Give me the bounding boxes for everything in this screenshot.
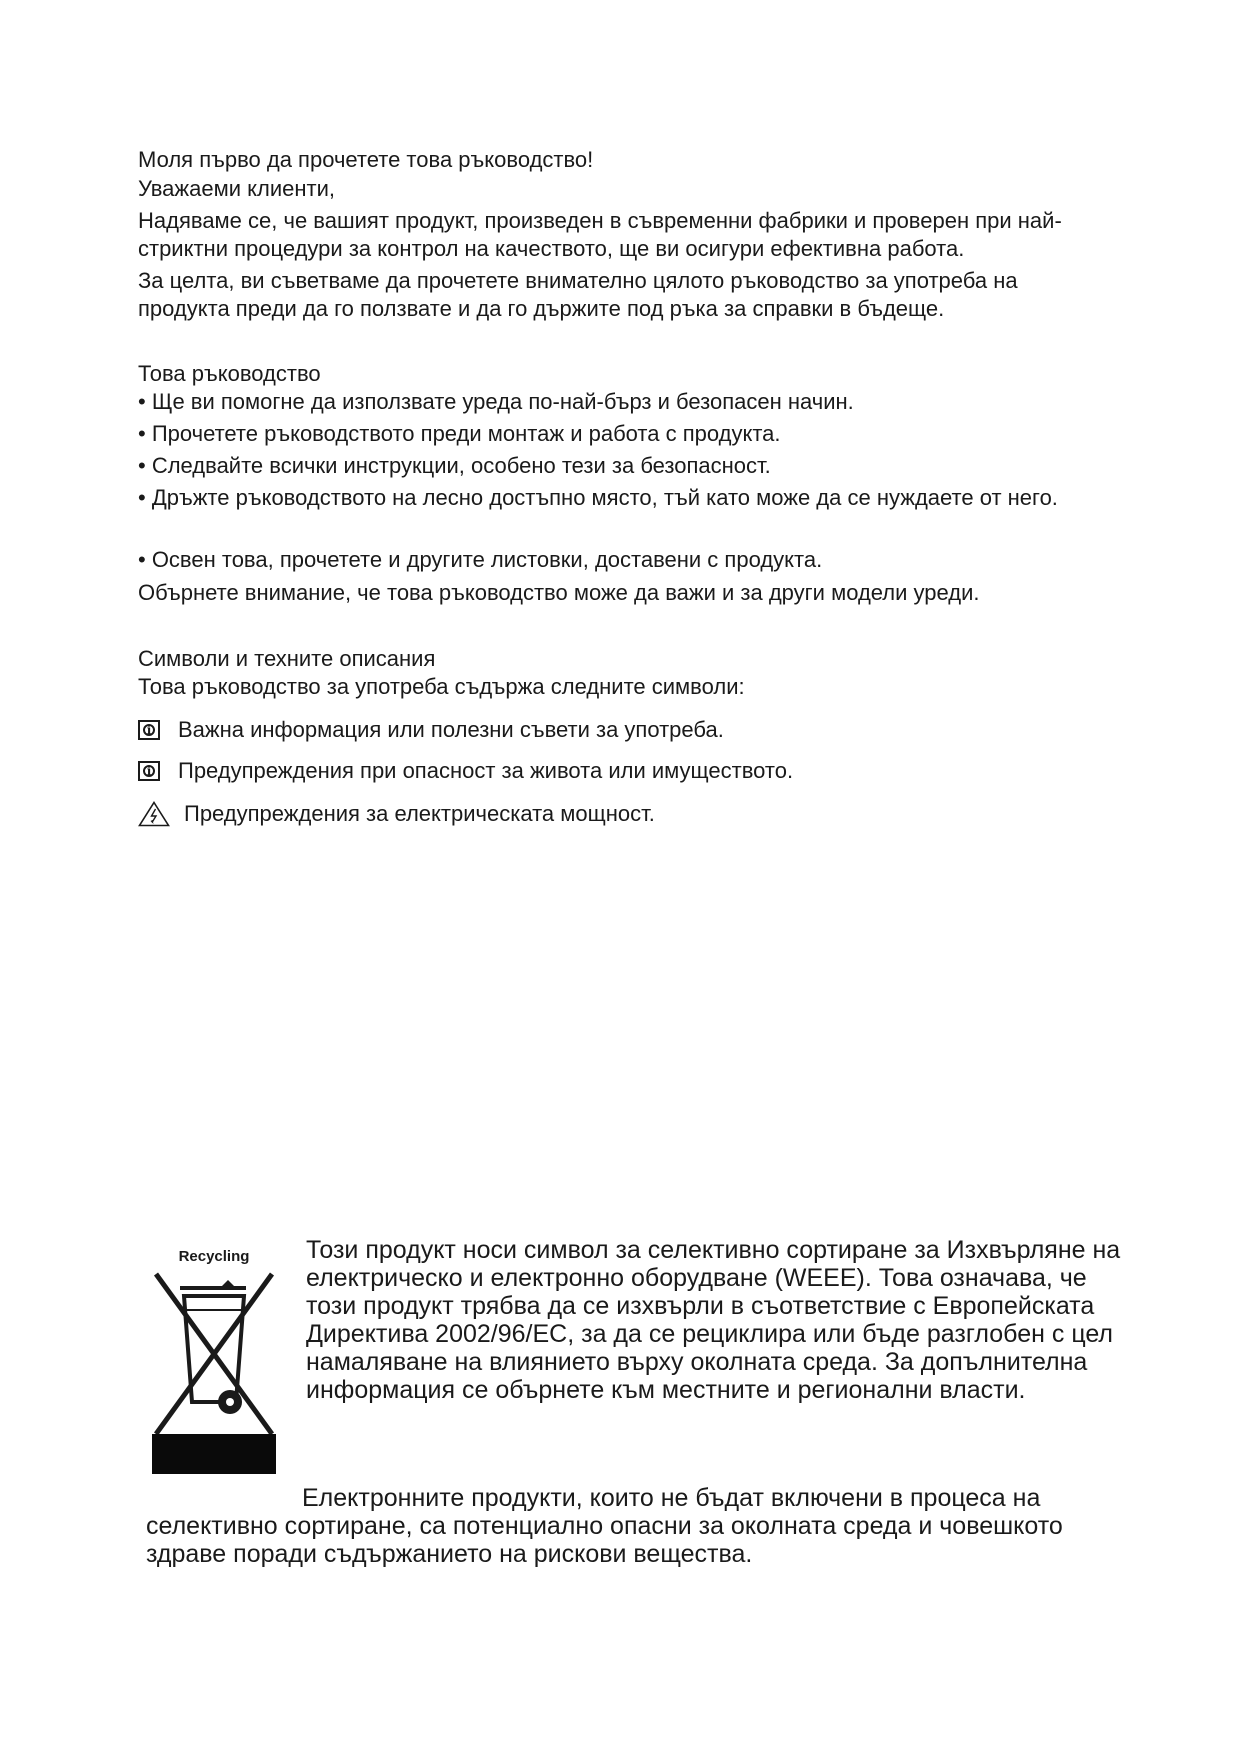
- hazard-paragraph: Електронните продукти, които не бъдат включени в процеса на селективно сортиране, са потенциално опасни за околната среда и човешкото здраве поради съдържанието на рискови вещества.: [146, 1484, 1063, 1568]
- manual-bullet: • Освен това, прочетете и другите листовки, доставени с продукта.: [138, 547, 823, 572]
- symbol-row-danger: [138, 756, 793, 786]
- crossed-bin-icon: [150, 1270, 278, 1440]
- symbol-label: Предупреждения за електрическата мощност.: [184, 801, 655, 826]
- intro-notice: Моля първо да прочетете това ръководство!: [138, 147, 594, 172]
- manual-bullet: • Прочетете ръководството преди монтаж и работа с продукта.: [138, 421, 781, 446]
- symbol-row-electric: [138, 799, 655, 829]
- manual-bullet: • Ще ви помогне да използвате уреда по-най-бърз и безопасен начин.: [138, 389, 854, 414]
- intro-paragraph-1: Надяваме се, че вашият продукт, произведен в съвременни фабрики и проверен при най-стриктни процедури за контрол на качеството, ще ви осигури ефективна работа.: [138, 208, 1062, 261]
- manual-bullet: • Дръжте ръководството на лесно достъпно място, тъй като може да се нуждаете от него.: [138, 485, 1058, 510]
- greeting: Уважаеми клиенти,: [138, 176, 335, 201]
- intro-paragraph-2: За целта, ви съветваме да прочетете внимателно цялото ръководство за употреба на продукта преди да го ползвате и да го държите под ръка за справки в бъдеще.: [138, 268, 1018, 321]
- symbols-subheading: Това ръководство за употреба съдържа следните символи:: [138, 674, 745, 699]
- weee-black-bar: [152, 1434, 276, 1474]
- recycling-label: Recycling: [178, 1248, 250, 1265]
- symbol-label: Предупреждения при опасност за живота или имуществото.: [178, 758, 794, 783]
- symbol-row-info: [138, 715, 724, 745]
- weee-paragraph: Този продукт носи символ за селективно сортиране за Изхвърляне на електрическо и електронно оборудване (WEEE). Това означава, че този продукт трябва да се изхвърли в съответствие с Европейската Директива 2002/96/EC, за да се рециклира или бъде разглобен с цел намаляване на влиянието върху околната среда. За допълнителна информация се обърнете към местните и регионални власти.: [306, 1236, 1121, 1404]
- symbols-heading: Символи и техните описания: [138, 646, 436, 671]
- symbol-label: Важна информация или полезни съвети за употреба.: [178, 717, 724, 742]
- electric-warning-icon: [138, 801, 170, 827]
- info-icon: [138, 761, 160, 781]
- manual-heading: Това ръководство: [138, 361, 321, 386]
- manual-bullet: • Следвайте всички инструкции, особено тези за безопасност.: [138, 453, 771, 478]
- info-icon: [138, 720, 160, 740]
- manual-note: Обърнете внимание, че това ръководство може да важи и за други модели уреди.: [138, 580, 980, 605]
